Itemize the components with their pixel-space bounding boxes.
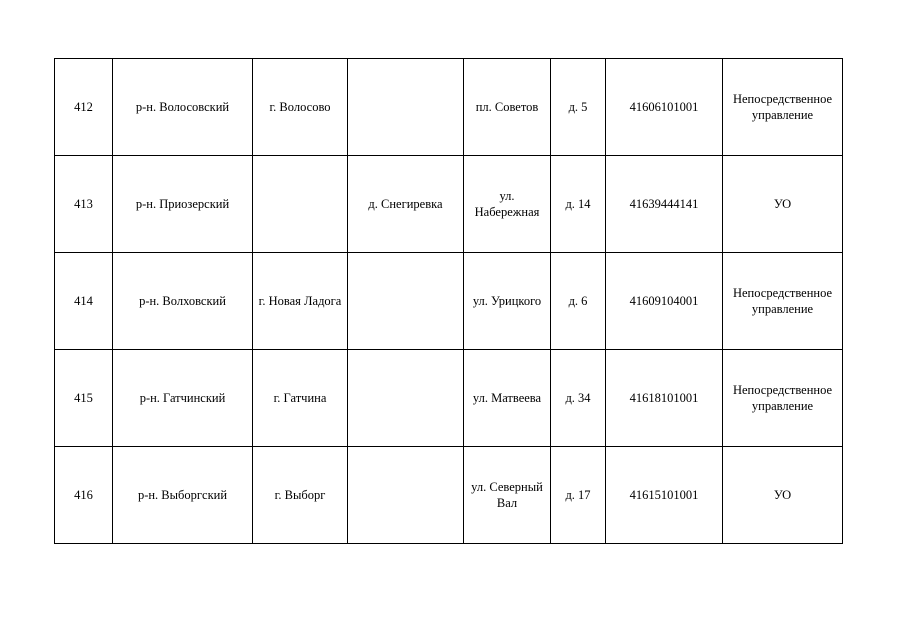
oktmo-cell: 41615101001 — [606, 447, 723, 544]
street-cell: пл. Советов — [464, 59, 551, 156]
district-cell: р-н. Приозерский — [113, 156, 253, 253]
management-cell: УО — [723, 447, 843, 544]
registry-table — [54, 58, 843, 544]
management-cell: Непосредственное управление — [723, 350, 843, 447]
row-number-cell: 415 — [55, 350, 113, 447]
settlement-cell — [348, 447, 464, 544]
district-cell: р-н. Гатчинский — [113, 350, 253, 447]
oktmo-cell: 41639444141 — [606, 156, 723, 253]
table-row — [55, 59, 843, 156]
settlement-cell — [348, 350, 464, 447]
settlement-cell: д. Снегиревка — [348, 156, 464, 253]
district-cell: р-н. Волосовский — [113, 59, 253, 156]
management-cell: УО — [723, 156, 843, 253]
oktmo-cell: 41606101001 — [606, 59, 723, 156]
row-number-cell: 412 — [55, 59, 113, 156]
street-cell: ул. Набережная — [464, 156, 551, 253]
oktmo-cell: 41609104001 — [606, 253, 723, 350]
district-cell: р-н. Волховский — [113, 253, 253, 350]
house-cell: д. 6 — [551, 253, 606, 350]
management-cell: Непосредственное управление — [723, 59, 843, 156]
city-cell — [253, 156, 348, 253]
table-row — [55, 156, 843, 253]
city-cell: г. Новая Ладога — [253, 253, 348, 350]
settlement-cell — [348, 59, 464, 156]
row-number-cell: 414 — [55, 253, 113, 350]
street-cell: ул. Матвеева — [464, 350, 551, 447]
table-row — [55, 253, 843, 350]
house-cell: д. 5 — [551, 59, 606, 156]
city-cell: г. Волосово — [253, 59, 348, 156]
settlement-cell — [348, 253, 464, 350]
house-cell: д. 14 — [551, 156, 606, 253]
district-cell: р-н. Выборгский — [113, 447, 253, 544]
table-row — [55, 350, 843, 447]
city-cell: г. Гатчина — [253, 350, 348, 447]
house-cell: д. 34 — [551, 350, 606, 447]
street-cell: ул. Урицкого — [464, 253, 551, 350]
city-cell: г. Выборг — [253, 447, 348, 544]
table-body — [55, 59, 843, 544]
management-cell: Непосредственное управление — [723, 253, 843, 350]
house-cell: д. 17 — [551, 447, 606, 544]
table-row — [55, 447, 843, 544]
oktmo-cell: 41618101001 — [606, 350, 723, 447]
row-number-cell: 413 — [55, 156, 113, 253]
street-cell: ул. Северный Вал — [464, 447, 551, 544]
row-number-cell: 416 — [55, 447, 113, 544]
